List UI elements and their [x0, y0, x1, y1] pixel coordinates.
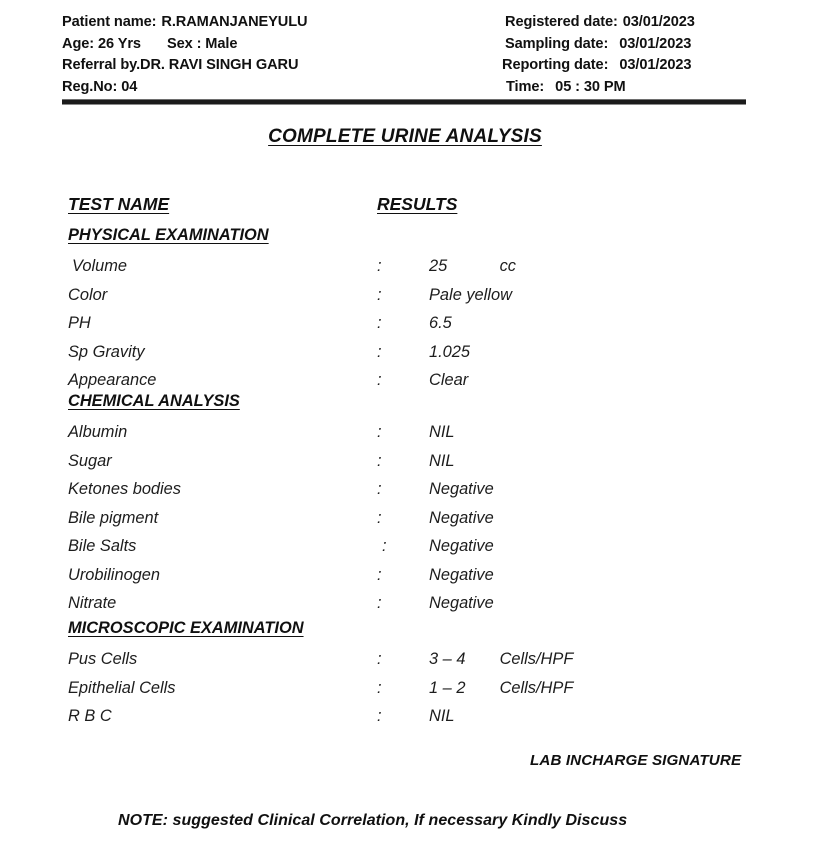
test-result-value	[429, 676, 573, 700]
column-header-results: RESULTS	[377, 194, 458, 214]
result-reading: 25	[429, 257, 448, 275]
patient-name-label: Patient name:	[62, 14, 157, 30]
test-result-value	[429, 311, 452, 335]
section-heading: MICROSCOPIC EXAMINATION	[68, 619, 304, 637]
reg-no-line: Reg.No: 04	[62, 78, 138, 95]
test-result-value	[429, 283, 512, 307]
test-result-value	[429, 368, 468, 392]
reporting-date-line	[502, 55, 691, 77]
reporting-date-label: Reporting date:	[502, 57, 609, 73]
test-colon-separator: :	[377, 565, 382, 584]
header-row	[62, 77, 746, 99]
test-name: Sp Gravity	[68, 342, 145, 361]
result-reading: 3 – 4	[429, 650, 466, 668]
result-unit: Cells/HPF	[499, 650, 574, 668]
report-note: NOTE: suggested Clinical Correlation, If necessary Kindly Discuss	[118, 812, 628, 829]
header-row	[62, 34, 746, 56]
section-heading: PHYSICAL EXAMINATION	[68, 226, 269, 244]
test-name: Volume	[72, 257, 127, 275]
test-row	[0, 368, 828, 392]
age-sex-line	[62, 34, 237, 56]
sampling-date-line	[505, 34, 691, 56]
result-reading: Negative	[429, 594, 494, 612]
age-label: Age: 26 Yrs	[62, 35, 141, 52]
test-result-value	[429, 477, 494, 501]
test-row	[0, 254, 828, 278]
sex-label: Sex : Male	[166, 35, 238, 52]
test-row	[0, 420, 828, 444]
header-row	[62, 12, 746, 34]
header-row	[62, 55, 746, 77]
test-colon-separator: :	[377, 508, 382, 527]
result-reading: Clear	[429, 371, 469, 389]
test-result-value	[429, 506, 494, 530]
test-row	[0, 591, 828, 615]
registered-date-label: Registered date:	[505, 14, 618, 30]
test-colon-separator: :	[377, 257, 382, 275]
time-value: 05 : 30 PM	[555, 78, 626, 95]
test-row	[0, 704, 828, 728]
test-result-value	[429, 534, 494, 558]
test-name: Albumin	[68, 423, 128, 441]
test-row	[0, 311, 828, 335]
result-reading: Negative	[429, 508, 494, 527]
test-row	[0, 506, 828, 530]
registered-date-line	[505, 12, 695, 34]
lab-incharge-signature: LAB INCHARGE SIGNATURE	[530, 752, 742, 769]
test-result-value	[429, 449, 455, 473]
test-name: Epithelial Cells	[68, 678, 176, 697]
result-reading: 6.5	[429, 314, 452, 332]
test-row	[0, 477, 828, 501]
test-name: Nitrate	[68, 594, 117, 612]
test-row	[0, 449, 828, 473]
test-name: Appearance	[68, 371, 157, 389]
test-result-value	[429, 563, 494, 587]
test-name: Bile Salts	[68, 537, 137, 555]
result-reading: NIL	[429, 423, 455, 441]
test-colon-separator: :	[377, 451, 382, 470]
test-row	[0, 340, 828, 364]
time-label: Time:	[506, 78, 545, 95]
test-result-value	[429, 420, 455, 444]
test-colon-separator: :	[377, 314, 382, 332]
test-colon-separator: :	[377, 480, 382, 498]
test-name: Urobilinogen	[68, 565, 161, 584]
registered-date-value: 03/01/2023	[622, 14, 695, 30]
report-title: COMPLETE URINE ANALYSIS	[268, 126, 542, 147]
reporting-date-value: 03/01/2023	[619, 57, 692, 73]
result-unit: Cells/HPF	[499, 678, 574, 697]
test-name: Color	[68, 285, 108, 304]
result-reading: NIL	[429, 451, 455, 470]
test-row	[0, 534, 828, 558]
time-line	[506, 77, 626, 99]
test-row	[0, 563, 828, 587]
test-result-value	[429, 647, 573, 671]
result-reading: 1 – 2	[429, 678, 466, 697]
test-colon-separator: :	[377, 423, 382, 441]
test-result-value	[429, 340, 470, 364]
referral-line: Referral by.DR. RAVI SINGH GARU	[62, 57, 299, 73]
test-result-value	[429, 591, 494, 615]
patient-name-line	[62, 12, 307, 34]
result-reading: Negative	[429, 537, 494, 555]
column-header-test-name: TEST NAME	[68, 194, 170, 214]
result-reading: 1.025	[429, 342, 471, 361]
test-colon-separator: :	[377, 650, 382, 668]
result-reading: Negative	[429, 565, 494, 584]
test-result-value	[429, 704, 455, 728]
result-reading: NIL	[429, 707, 455, 725]
test-name: R B C	[68, 707, 112, 725]
test-name: Ketones bodies	[68, 480, 181, 498]
sampling-date-value: 03/01/2023	[619, 35, 692, 52]
test-name: PH	[68, 314, 91, 332]
patient-header	[62, 12, 746, 98]
sampling-date-label: Sampling date:	[505, 35, 609, 52]
test-name: Bile pigment	[68, 508, 159, 527]
section-heading: CHEMICAL ANALYSIS	[68, 392, 240, 410]
test-name: Sugar	[68, 451, 112, 470]
result-reading: Negative	[429, 480, 494, 498]
test-colon-separator: :	[377, 371, 382, 389]
result-unit: cc	[499, 257, 516, 275]
test-colon-separator: :	[382, 537, 387, 555]
header-divider-rule	[62, 99, 746, 105]
test-row	[0, 647, 828, 671]
test-colon-separator: :	[377, 342, 382, 361]
test-colon-separator: :	[377, 594, 382, 612]
test-colon-separator: :	[377, 707, 382, 725]
test-result-value	[429, 254, 516, 278]
test-colon-separator: :	[377, 285, 382, 304]
test-colon-separator: :	[377, 678, 382, 697]
test-row	[0, 676, 828, 700]
test-name: Pus Cells	[68, 650, 138, 668]
patient-name-value: R.RAMANJANEYULU	[161, 14, 308, 30]
result-reading: Pale yellow	[429, 285, 512, 304]
test-row	[0, 283, 828, 307]
